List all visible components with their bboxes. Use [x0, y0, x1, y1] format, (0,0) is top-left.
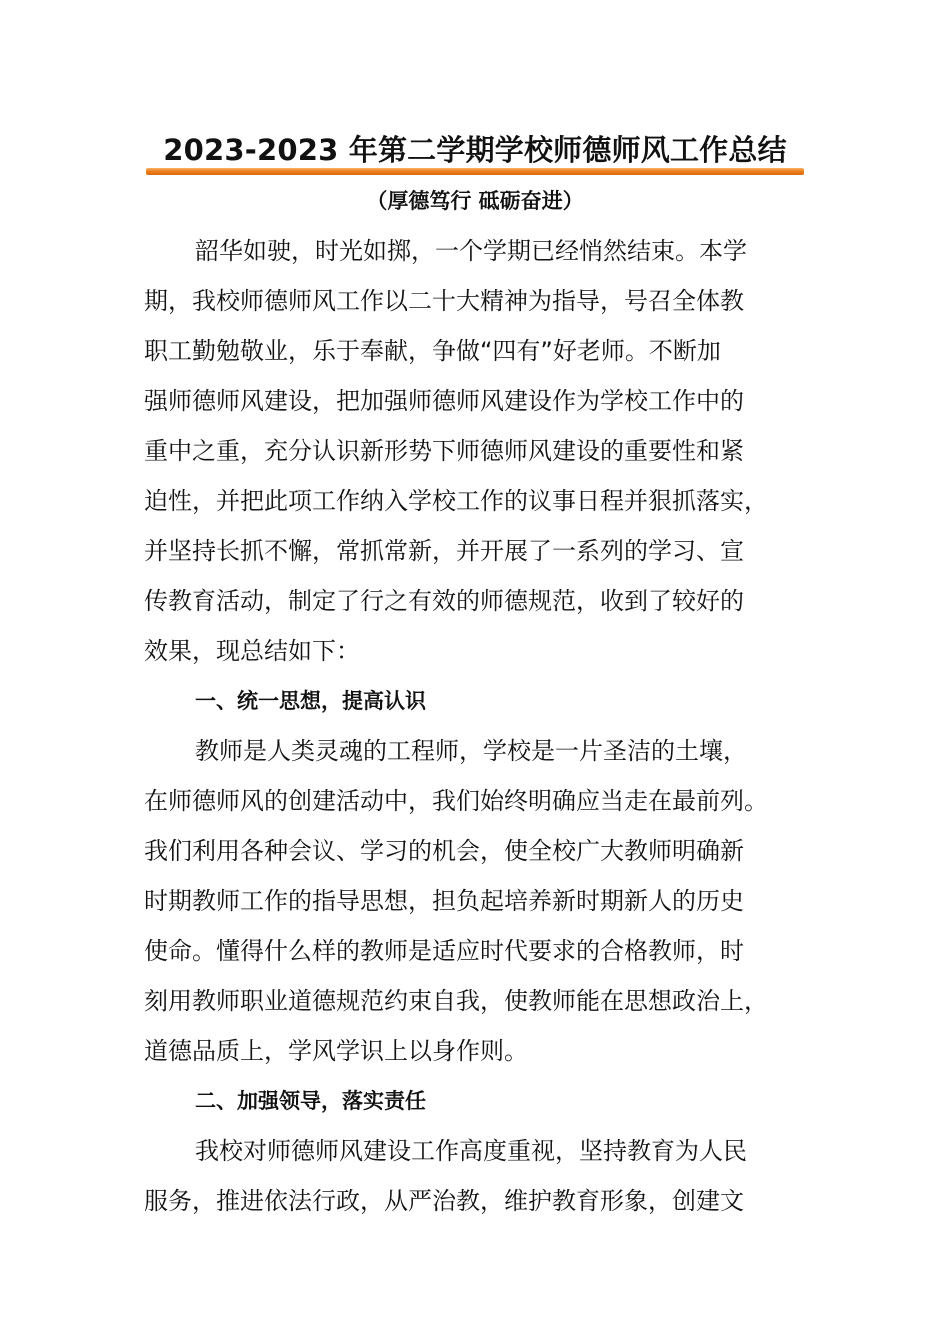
paragraph-first-line: 教师是人类灵魂的工程师，学校是一片圣洁的土壤， [195, 737, 747, 765]
paragraph-line: 强师德师风建设，把加强师德师风建设作为学校工作中的 [144, 387, 744, 415]
document-subtitle: （厚德笃行 砥砺奋进） [366, 189, 584, 213]
paragraph-line: 效果，现总结如下： [144, 637, 360, 665]
paragraph-line: 我们利用各种会议、学习的机会，使全校广大教师明确新 [144, 837, 744, 865]
document-title: 2023-2023 年第二学期学校师德师风工作总结 [163, 133, 787, 167]
paragraph-line: 刻用教师职业道德规范约束自我，使教师能在思想政治上， [144, 987, 768, 1015]
paragraph-line: 职工勤勉敬业，乐于奉献，争做“四有”好老师。不断加 [144, 337, 721, 365]
title-underline [146, 168, 804, 175]
section-heading: 一、统一思想，提高认识 [195, 689, 426, 713]
paragraph-line: 迫性，并把此项工作纳入学校工作的议事日程并狠抓落实， [144, 487, 768, 515]
paragraph-line: 期，我校师德师风工作以二十大精神为指导，号召全体教 [144, 287, 744, 315]
paragraph-line: 并坚持长抓不懈，常抓常新，并开展了一系列的学习、宣 [144, 537, 744, 565]
paragraph-line: 服务，推进依法行政，从严治教，维护教育形象，创建文 [144, 1187, 744, 1215]
paragraph-line: 时期教师工作的指导思想，担负起培养新时期新人的历史 [144, 887, 744, 915]
paragraph-line: 传教育活动，制定了行之有效的师德规范，收到了较好的 [144, 587, 744, 615]
document-body [144, 226, 808, 1226]
paragraph-line: 道德品质上，学风学识上以身作则。 [144, 1037, 528, 1065]
paragraph-line: 重中之重，充分认识新形势下师德师风建设的重要性和紧 [144, 437, 744, 465]
paragraph-line: 使命。懂得什么样的教师是适应时代要求的合格教师，时 [144, 937, 744, 965]
section-heading: 二、加强领导，落实责任 [195, 1089, 426, 1113]
paragraph-first-line: 我校对师德师风建设工作高度重视，坚持教育为人民 [195, 1137, 747, 1165]
paragraph-first-line: 韶华如驶，时光如掷，一个学期已经悄然结束。本学 [195, 237, 747, 265]
paragraph-line: 在师德师风的创建活动中，我们始终明确应当走在最前列。 [144, 787, 768, 815]
